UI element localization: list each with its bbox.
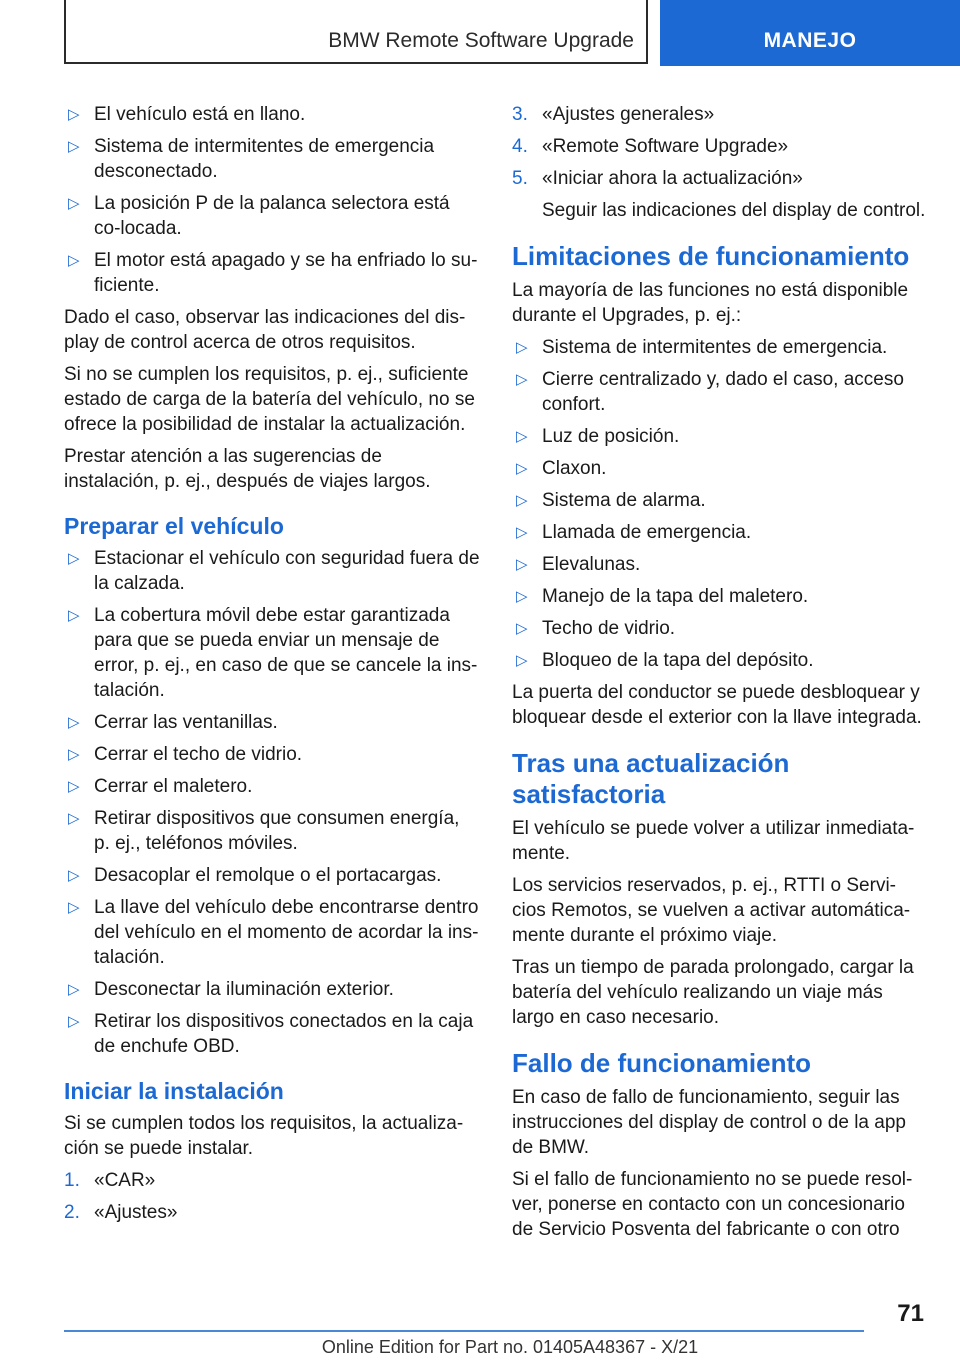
triangle-bullet-icon: ▷ (68, 106, 80, 123)
step-note: Seguir las indicaciones del display de control. (542, 200, 926, 221)
list-item: ▷ La llave del vehículo debe encontrarse dentro del vehículo en el momento de acordar la ins-talación. (64, 895, 480, 970)
section-heading: Preparar el vehículo (64, 513, 284, 539)
triangle-bullet-icon: ▷ (68, 810, 80, 827)
triangle-bullet-icon: ▷ (68, 138, 80, 155)
page-header (64, 0, 960, 66)
header-frame (64, 0, 648, 64)
list-item: ▷ Retirar los dispositivos conectados en la caja de enchufe OBD. (64, 1009, 480, 1059)
triangle-bullet-icon: ▷ (68, 714, 80, 731)
triangle-bullet-icon: ▷ (516, 588, 528, 605)
install-steps (64, 1168, 480, 1225)
list-item: ▷ Cerrar el maletero. (64, 774, 480, 799)
paragraph: Dado el caso, observar las indicaciones del dis-play de control acerca de otros requisitos. (64, 307, 466, 353)
left-column (64, 102, 480, 1232)
triangle-bullet-icon: ▷ (516, 524, 528, 541)
paragraph: La puerta del conductor se puede desbloquear y bloquear desde el exterior con la llave integrada. (512, 682, 922, 728)
section-heading: Fallo de funcionamiento (512, 1048, 812, 1078)
paragraph: La mayoría de las funciones no está disponible durante el Upgrades, p. ej.: (512, 280, 909, 326)
list-item: ▷ Desacoplar el remolque o el portacargas. (64, 863, 480, 888)
triangle-bullet-icon: ▷ (68, 252, 80, 269)
list-item: ▷ Cerrar el techo de vidrio. (64, 742, 480, 767)
requirements-list (64, 102, 480, 298)
paragraph: Los servicios reservados, p. ej., RTTI o Servi-cios Remotos, se vuelven a activar automática-mente durante el próximo viaje. (512, 875, 911, 946)
triangle-bullet-icon: ▷ (68, 550, 80, 567)
list-item: ▷ Luz de posición. (512, 424, 928, 449)
step-item: 5. «Iniciar ahora la actualización» (512, 168, 803, 189)
step-item: 3. «Ajustes generales» (512, 104, 715, 125)
triangle-bullet-icon: ▷ (516, 492, 528, 509)
step-item: 2. «Ajustes» (64, 1202, 178, 1223)
right-column (512, 102, 928, 1249)
page-number: 71 (897, 1300, 924, 1327)
triangle-bullet-icon: ▷ (516, 652, 528, 669)
triangle-bullet-icon: ▷ (516, 460, 528, 477)
install-steps-continued (512, 102, 928, 223)
triangle-bullet-icon: ▷ (68, 867, 80, 884)
triangle-bullet-icon: ▷ (68, 195, 80, 212)
list-item: ▷ La cobertura móvil debe estar garantizada para que se pueda enviar un mensaje de error, p. ej., en caso de que se cancele la ins-talación. (64, 603, 480, 703)
step-item: 4. «Remote Software Upgrade» (512, 136, 789, 157)
paragraph: Tras un tiempo de parada prolongado, cargar la batería del vehículo realizando un viaje más largo en caso necesario. (512, 957, 914, 1028)
list-item: ▷ Estacionar el vehículo con seguridad fuera de la calzada. (64, 546, 480, 596)
footer-edition: Online Edition for Part no. 01405A48367 - X/21 (321, 1337, 699, 1357)
triangle-bullet-icon: ▷ (68, 778, 80, 795)
section-tab (660, 0, 960, 66)
list-item: ▷ El motor está apagado y se ha enfriado lo su-ficiente. (64, 248, 480, 298)
list-item: ▷ Techo de vidrio. (512, 616, 928, 641)
section-heading: Iniciar la instalación (64, 1078, 284, 1104)
list-item: ▷ Llamada de emergencia. (512, 520, 928, 545)
triangle-bullet-icon: ▷ (516, 428, 528, 445)
paragraph: Si se cumplen todos los requisitos, la actualiza-ción se puede instalar. (64, 1113, 464, 1159)
triangle-bullet-icon: ▷ (516, 556, 528, 573)
section-heading: Limitaciones de funcionamiento (512, 241, 910, 271)
triangle-bullet-icon: ▷ (516, 371, 528, 388)
triangle-bullet-icon: ▷ (68, 746, 80, 763)
list-item: ▷ Bloqueo de la tapa del depósito. (512, 648, 928, 673)
list-item: ▷ Cierre centralizado y, dado el caso, acceso confort. (512, 367, 928, 417)
list-item: ▷ El vehículo está en llano. (64, 102, 480, 127)
triangle-bullet-icon: ▷ (516, 339, 528, 356)
paragraph: Prestar atención a las sugerencias de instalación, p. ej., después de viajes largos. (64, 446, 431, 492)
list-item: ▷ Sistema de intermitentes de emergencia desconectado. (64, 134, 480, 184)
paragraph: Si el fallo de funcionamiento no se puede resol-ver, ponerse en contacto con un concesionario de Servicio Posventa del fabricante o con otro (512, 1169, 913, 1240)
list-item: ▷ Cerrar las ventanillas. (64, 710, 480, 735)
triangle-bullet-icon: ▷ (68, 1013, 80, 1030)
header-title: BMW Remote Software Upgrade (328, 29, 634, 52)
triangle-bullet-icon: ▷ (516, 620, 528, 637)
triangle-bullet-icon: ▷ (68, 607, 80, 624)
section-label: MANEJO (763, 29, 857, 52)
limitations-list (512, 335, 928, 673)
step-item: 1. «CAR» (64, 1170, 156, 1191)
list-item: ▷ Sistema de intermitentes de emergencia. (512, 335, 928, 360)
footer-divider (64, 1330, 864, 1332)
list-item: ▷ La posición P de la palanca selectora está co-locada. (64, 191, 480, 241)
list-item: ▷ Retirar dispositivos que consumen energía, p. ej., teléfonos móviles. (64, 806, 480, 856)
list-item: ▷ Desconectar la iluminación exterior. (64, 977, 480, 1002)
paragraph: Si no se cumplen los requisitos, p. ej., suficiente estado de carga de la batería del vehículo, no se ofrece la posibilidad de instalar la actualización. (64, 364, 475, 435)
section-heading: Tras una actualización satisfactoria (512, 748, 790, 809)
list-item: ▷ Claxon. (512, 456, 928, 481)
triangle-bullet-icon: ▷ (68, 899, 80, 916)
triangle-bullet-icon: ▷ (68, 981, 80, 998)
list-item: ▷ Sistema de alarma. (512, 488, 928, 513)
paragraph: En caso de fallo de funcionamiento, seguir las instrucciones del display de control o de la app de BMW. (512, 1087, 906, 1158)
paragraph: El vehículo se puede volver a utilizar inmediata-mente. (512, 818, 915, 864)
list-item: ▷ Elevalunas. (512, 552, 928, 577)
list-item: ▷ Manejo de la tapa del maletero. (512, 584, 928, 609)
preparation-list (64, 546, 480, 1059)
